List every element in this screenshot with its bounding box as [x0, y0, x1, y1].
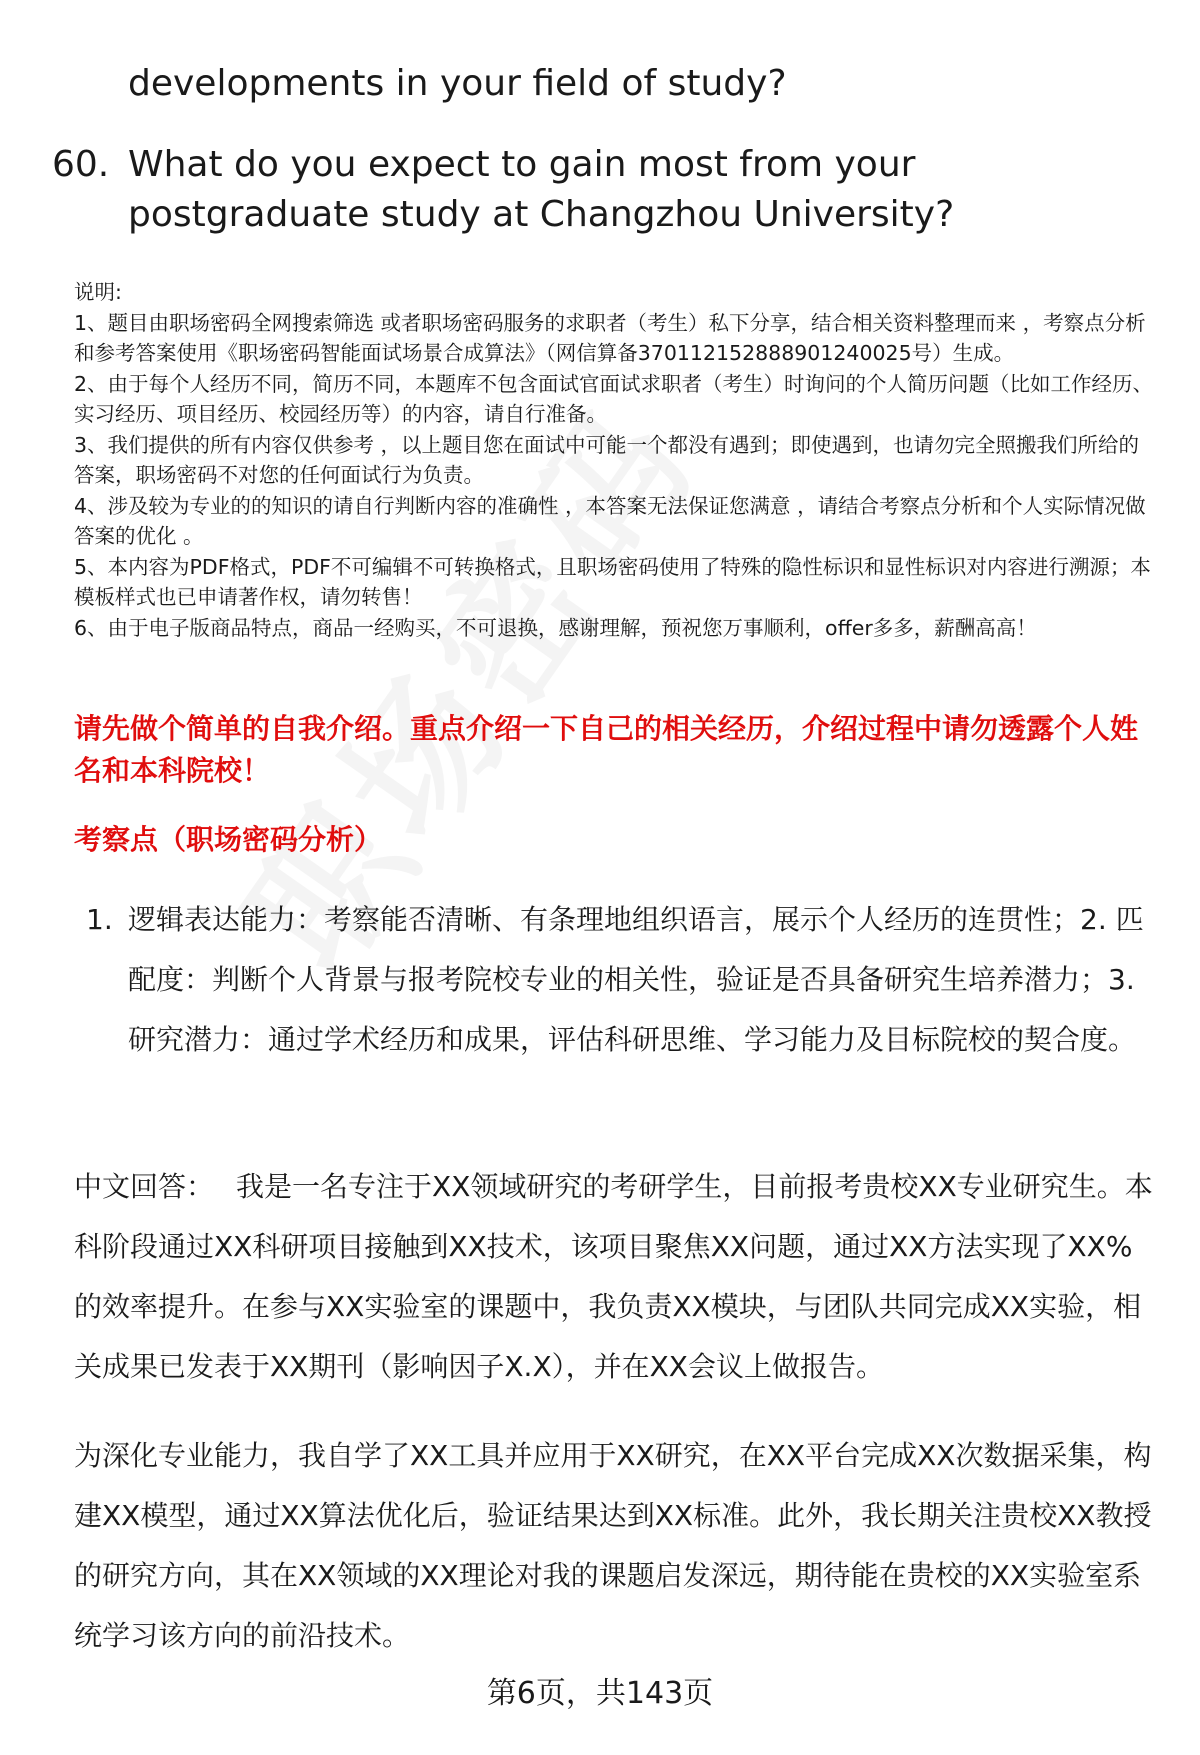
notes-section [74, 277, 1159, 643]
question-number: 60. [52, 144, 110, 185]
question-text: What do you expect to gain most from your postgraduate study at Changzhou University? [128, 144, 955, 235]
answer-paragraph-1: 我是一名专注于XX领域研究的考研学生，目前报考贵校XX专业研究生。本科阶段通过XX科研项目接触到XX技术，该项目聚焦XX问题，通过XX方法实现了XX%的效率提升。在参与XX实验室的课题中，我负责XX模块，与团队共同完成XX实验，相关成果已发表于XX期刊（影响因子X.X），并在XX会议上做报告。 [74, 1170, 1153, 1383]
assessment-heading: 考察点（职场密码分析） [74, 823, 383, 856]
page-footer: 第6页，共143页 [486, 1676, 714, 1711]
answer-block-2 [74, 1426, 1159, 1666]
question-60 [52, 140, 1152, 240]
interview-prompt: 请先做个简单的自我介绍。重点介绍一下自己的相关经历，介绍过程中请勿透露个人姓名和本科院校！ [74, 712, 1139, 787]
answer-paragraph-2: 为深化专业能力，我自学了XX工具并应用于XX研究，在XX平台完成XX次数据采集，构建XX模型，通过XX算法优化后，验证结果达到XX标准。此外，我长期关注贵校XX教授的研究方向，其在XX领域的XX理论对我的课题启发深远，期待能在贵校的XX实验室系统学习该方向的前沿技术。 [74, 1439, 1152, 1652]
question-continuation: developments in your field of study? [128, 63, 787, 104]
note-item: 1、题目由职场密码全网搜索筛选 或者职场密码服务的求职者（考生）私下分享，结合相关资料整理而来 ，考察点分析和参考答案使用《职场密码智能面试场景合成算法》（网信算备370112152888901240025号）生成。 [74, 310, 1146, 365]
note-item: 3、我们提供的所有内容仅供参考 ，以上题目您在面试中可能一个都没有遇到；即使遇到，也请勿完全照搬我们所给的答案，职场密码不对您的任何面试行为负责。 [74, 432, 1140, 487]
assessment-text: 逻辑表达能力：考察能否清晰、有条理地组织语言，展示个人经历的连贯性；2. 匹配度：判断个人背景与报考院校专业的相关性，验证是否具备研究生培养潜力；3. 研究潜力：通过学术经历和成果，评估科研思维、学习能力及目标院校的契合度。 [128, 903, 1144, 1056]
notes-title: 说明: [74, 280, 122, 304]
answer-label: 中文回答： [74, 1170, 215, 1203]
note-item: 6、由于电子版商品特点，商品一经购买，不可退换，感谢理解，预祝您万事顺利，offer多多，薪酬高高！ [74, 615, 1037, 640]
assessment-points [86, 890, 1158, 1070]
note-item: 5、本内容为PDF格式，PDF不可编辑不可转换格式，且职场密码使用了特殊的隐性标识和显性标识对内容进行溯源；本模板样式也已申请著作权，请勿转售！ [74, 554, 1151, 609]
answer-block [74, 1157, 1159, 1397]
assessment-lead-number: 1. [86, 903, 113, 936]
note-item: 2、由于每个人经历不同，简历不同，本题库不包含面试官面试求职者（考生）时询问的个人简历问题（比如工作经历、实习经历、项目经历、校园经历等）的内容，请自行准备。 [74, 371, 1154, 426]
note-item: 4、涉及较为专业的的知识的请自行判断内容的准确性 ，本答案无法保证您满意 ，请结合考察点分析和个人实际情况做答案的优化 。 [74, 493, 1146, 548]
